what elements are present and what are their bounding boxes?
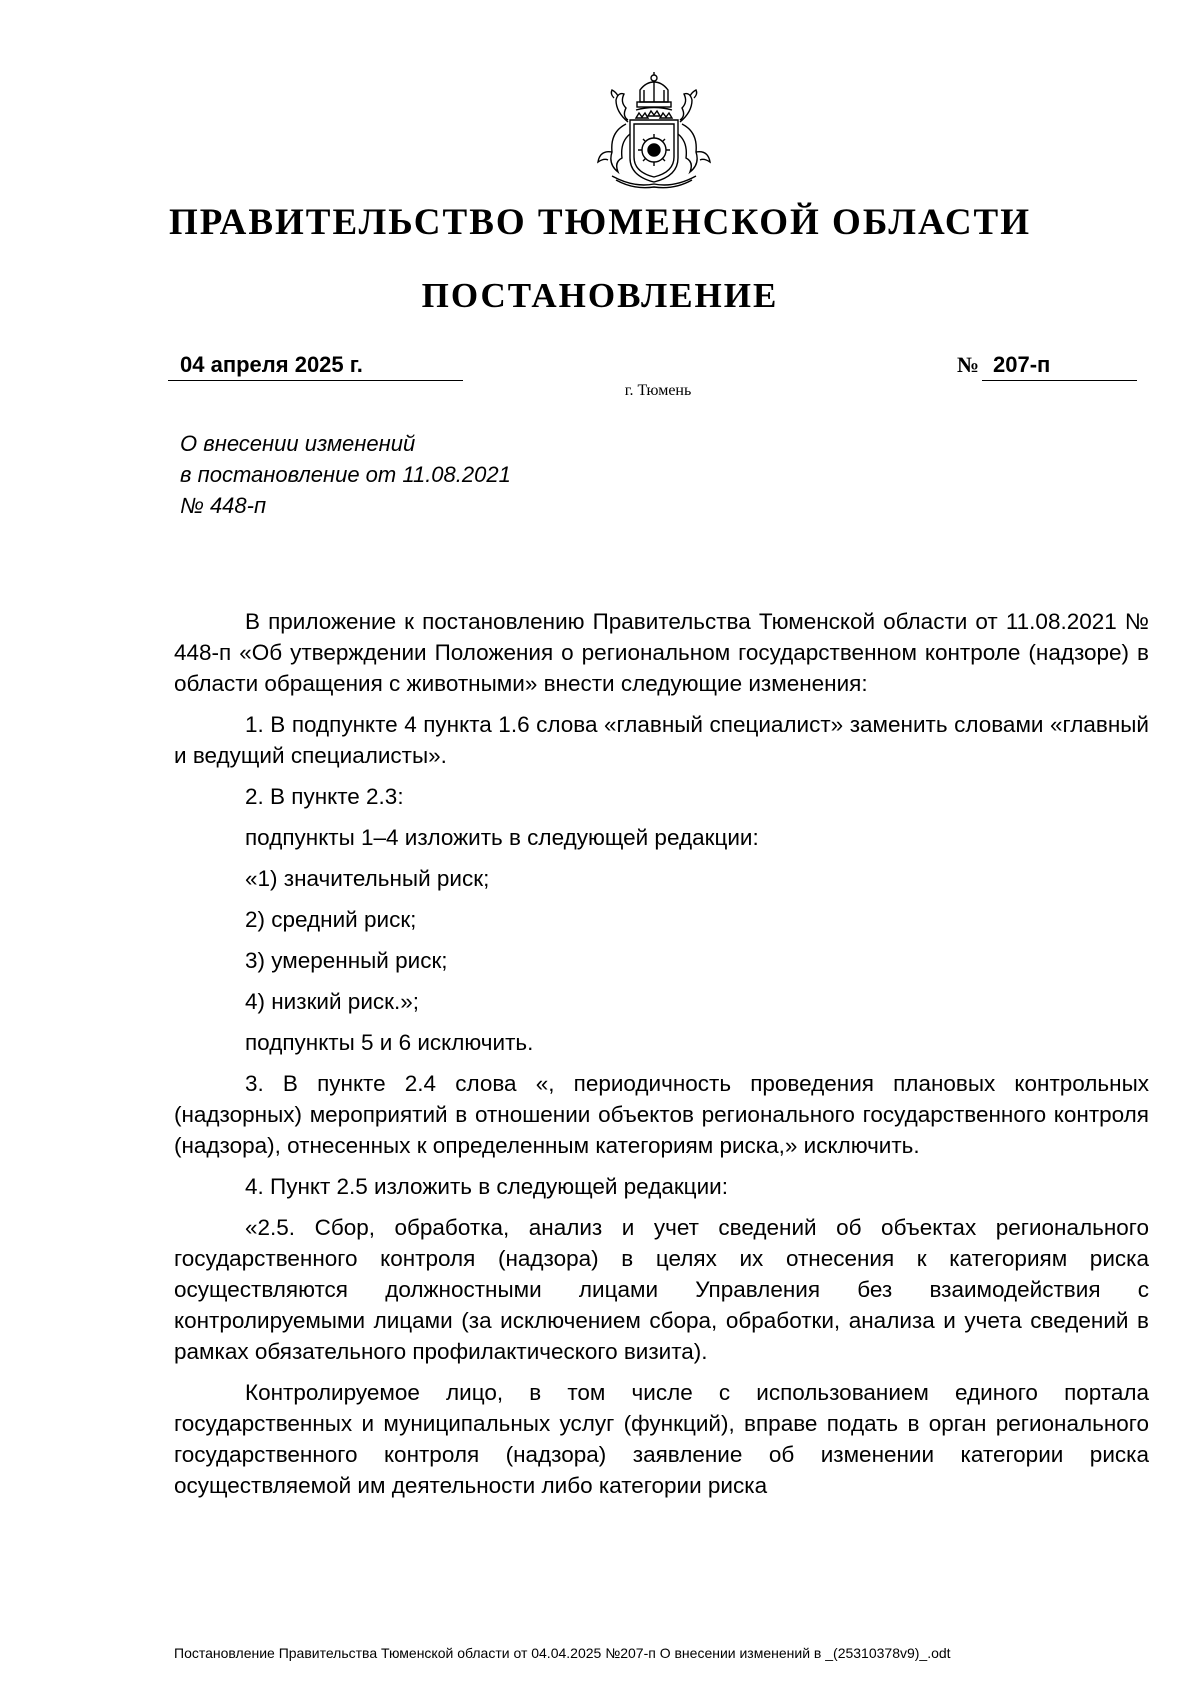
subject-line-2: в постановление от 11.08.2021	[180, 462, 511, 487]
paragraph-risk-2: 2) средний риск;	[245, 907, 417, 932]
number-sign: №	[957, 352, 980, 377]
subject-line-1: О внесении изменений	[180, 431, 416, 456]
paragraph-exclude: подпункты 5 и 6 исключить.	[245, 1030, 534, 1055]
document-date: 04 апреля 2025 г.	[168, 349, 463, 381]
paragraph-risk-1: «1) значительный риск;	[245, 866, 490, 891]
document-subject	[180, 428, 700, 521]
government-title: ПРАВИТЕЛЬСТВО ТЮМЕНСКОЙ ОБЛАСТИ	[168, 202, 1032, 243]
coat-of-arms-icon	[590, 72, 718, 190]
page-footer: Постановление Правительства Тюменской области от 04.04.2025 №207-п О внесении изменений в _(25310378v9)_.odt	[174, 1645, 951, 1661]
subject-line-3: № 448-п	[180, 493, 267, 518]
paragraph-risk-3: 3) умеренный риск;	[245, 948, 448, 973]
paragraph-subitems: подпункты 1–4 изложить в следующей редакции:	[245, 825, 759, 850]
document-body	[174, 606, 1149, 1501]
paragraph-intro: В приложение к постановлению Правительства Тюменской области от 11.08.2021 № 448-п «Об утверждении Положения о региональном государственном контроле (надзоре) в области обращения с животными» внести следующие изменения:	[174, 609, 1149, 696]
paragraph-item-3: 3. В пункте 2.4 слова «, периодичность проведения плановых контрольных (надзорных) мероприятий в отношении объектов регионального государственного контроля (надзора), отнесенных к определенным категориям риска,» исключить.	[174, 1071, 1149, 1158]
paragraph-risk-4: 4) низкий риск.»;	[245, 989, 419, 1014]
paragraph-2-5: «2.5. Сбор, обработка, анализ и учет сведений об объектах регионального государственного контроля (надзора) в целях их отнесения к категориям риска осуществляются должностными лицами Управления без взаимодействия с контролируемыми лицами (за исключением сбора, обработки, анализа и учета сведений в рамках обязательного профилактического визита).	[174, 1215, 1149, 1364]
paragraph-controlled-person: Контролируемое лицо, в том числе с использованием единого портала государственных и муниципальных услуг (функций), вправе подать в орган регионального государственного контроля (надзора) заявление об изменении категории риска осуществляемой им деятельности либо категории риска	[174, 1380, 1149, 1498]
document-number: 207-п	[982, 349, 1137, 381]
document-kind-title: ПОСТАНОВЛЕНИЕ	[421, 276, 779, 315]
city-label: г. Тюмень	[624, 382, 692, 399]
paragraph-item-2: 2. В пункте 2.3:	[245, 784, 404, 809]
paragraph-item-4: 4. Пункт 2.5 изложить в следующей редакции:	[245, 1174, 728, 1199]
paragraph-item-1: 1. В подпункте 4 пункта 1.6 слова «главный специалист» заменить словами «главный и ведущий специалисты».	[174, 712, 1149, 768]
